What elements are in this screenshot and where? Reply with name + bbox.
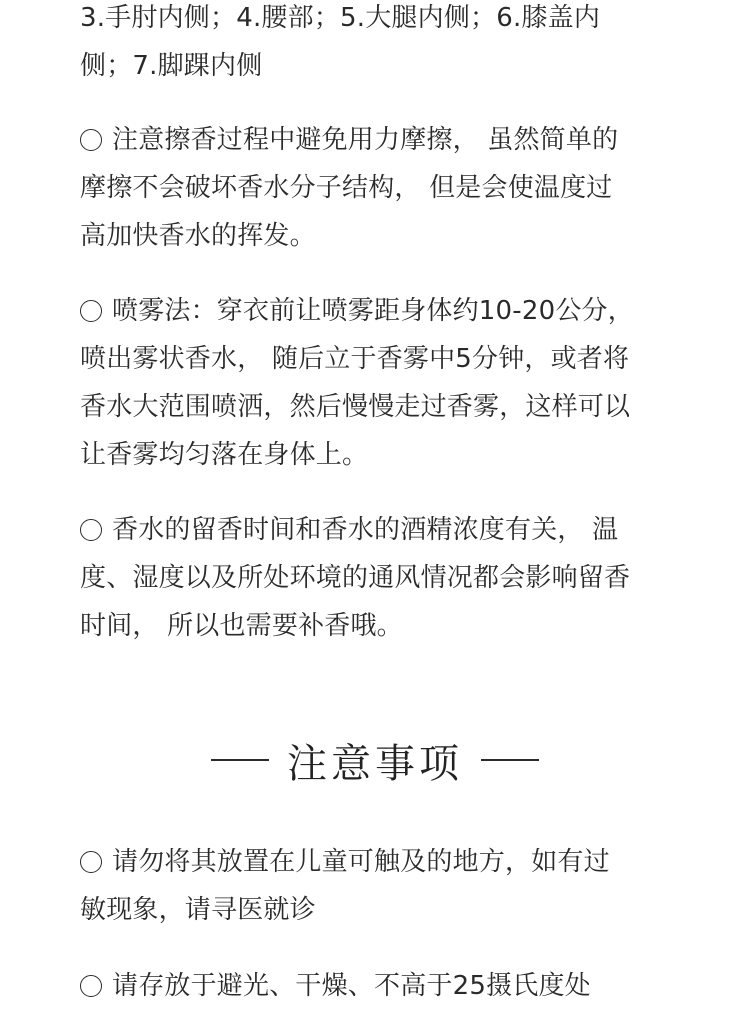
circle-bullet-icon [80,300,102,322]
body-paragraph-longevity [80,506,680,650]
text-line: 度、湿度以及所处环境的通风情况都会影响留香 [80,563,631,593]
text-line [80,116,680,164]
text-line-content: 请勿将其放置在儿童可触及的地方，如有过 [112,847,610,877]
text-line: 让香雾均匀落在身体上。 [80,440,369,470]
text-line: 摩擦不会破坏香水分子结构， 但是会使温度过 [80,173,613,203]
note-paragraph-storage [80,962,680,1010]
circle-bullet-icon [80,975,102,997]
text-line [80,287,680,335]
section-title: 注意事项 [287,740,463,787]
text-line: 3.手肘内侧；4.腰部；5.大腿内侧；6.膝盖内 [80,3,601,33]
text-line: 侧；7.脚踝内侧 [80,51,263,81]
body-paragraph-spray-method [80,287,680,479]
text-line: 香水大范围喷洒，然后慢慢走过香雾，这样可以 [80,392,631,422]
text-line: 喷出雾状香水， 随后立于香雾中5分钟，或者将 [80,344,630,374]
circle-bullet-icon [80,851,102,873]
body-paragraph-rubbing-tip [80,116,680,260]
text-line [80,506,680,554]
note-paragraph-children [80,838,680,934]
text-line-content: 喷雾法：穿衣前让喷雾距身体约10-20公分， [112,296,634,326]
text-line: 时间， 所以也需要补香哦。 [80,611,403,641]
text-line-content: 请存放于避光、干燥、不高于25摄氏度处 [112,971,591,1001]
text-line [80,838,680,886]
text-line: 高加快香水的挥发。 [80,221,316,251]
body-paragraph-application-spots [80,0,680,90]
text-line-content: 注意擦香过程中避免用力摩擦， 虽然简单的 [112,125,619,155]
text-line [80,962,680,1010]
text-line-content: 香水的留香时间和香水的酒精浓度有关， 温 [112,515,619,545]
section-heading [0,730,750,790]
circle-bullet-icon [80,129,102,151]
text-line: 敏现象，请寻医就诊 [80,895,316,925]
heading-left-rule [211,759,269,761]
heading-right-rule [481,759,539,761]
circle-bullet-icon [80,519,102,541]
